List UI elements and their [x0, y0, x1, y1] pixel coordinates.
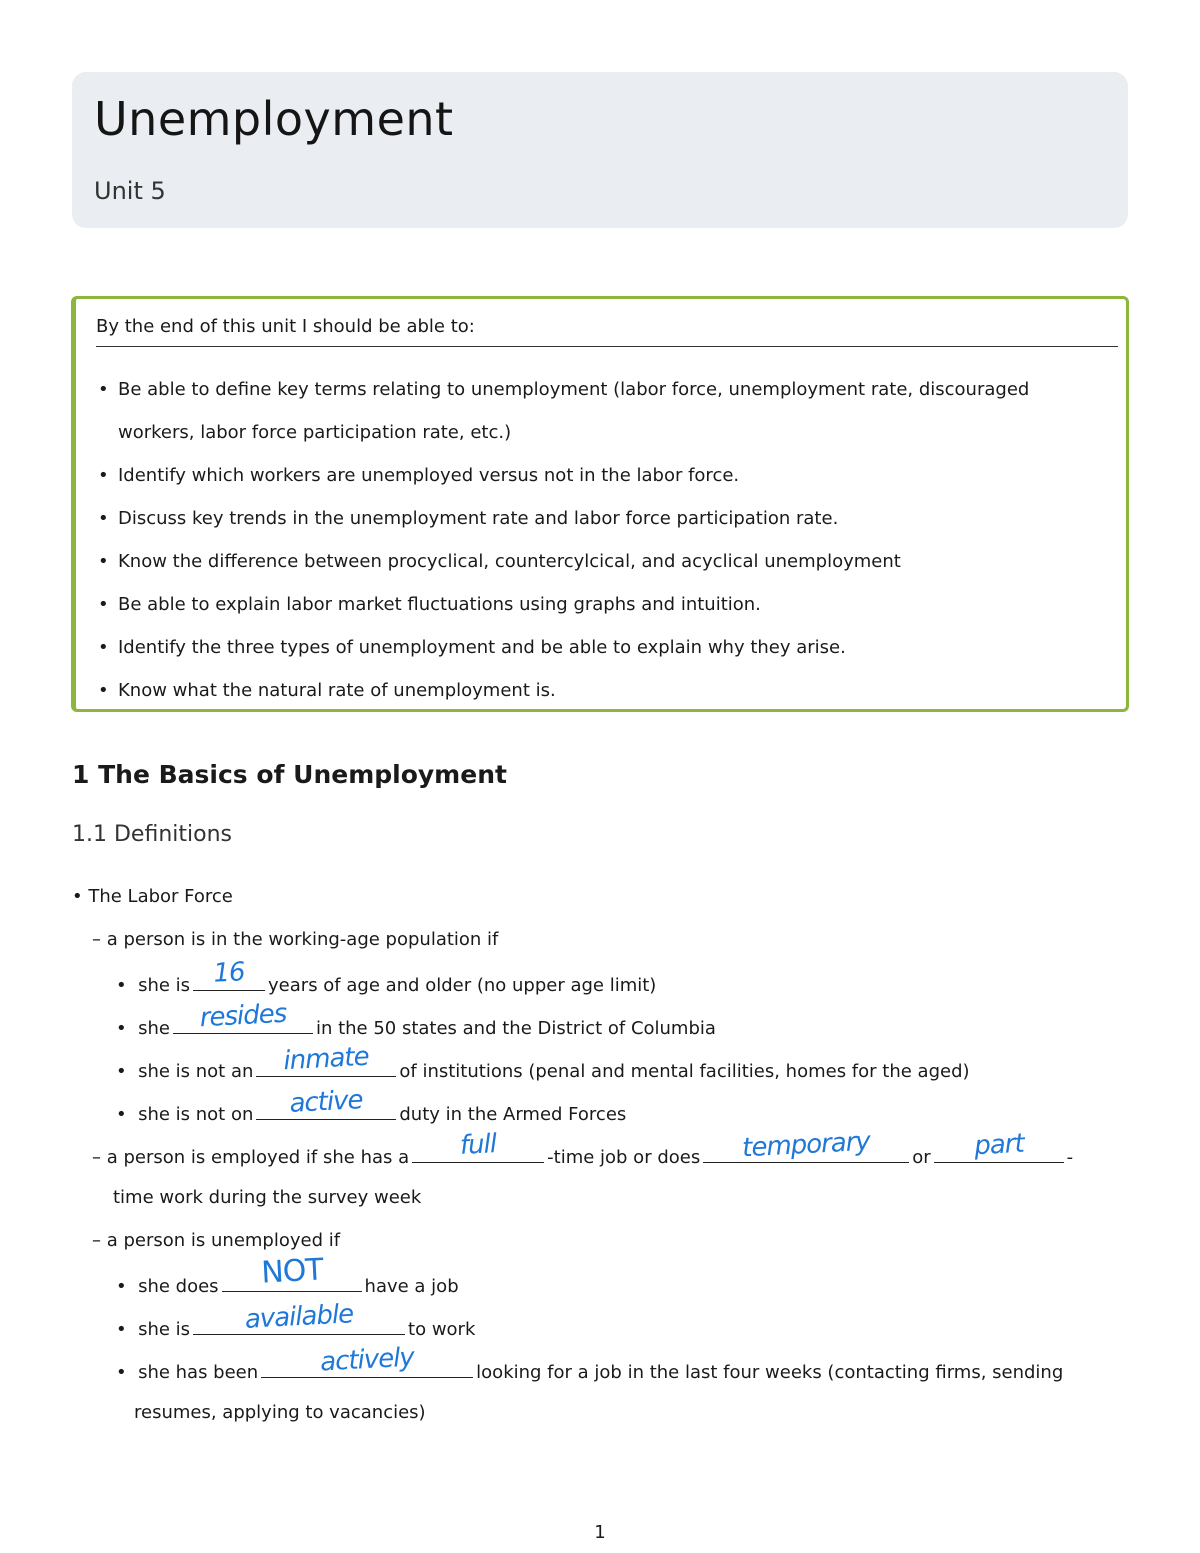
objective-item: • Know the difference between procyclical, countercylcical, and acyclical unemployment	[96, 540, 1096, 583]
handwritten-answer: temporary	[741, 1126, 871, 1164]
item-text: in the 50 states and the District of Columbia	[315, 1018, 716, 1039]
page-title: Unemployment	[94, 92, 454, 146]
handwritten-answer: part	[973, 1128, 1025, 1162]
objective-item: • Identify which workers are unemployed versus not in the labor force.	[96, 454, 1096, 497]
fill-blank	[934, 1128, 1064, 1163]
objectives-box	[71, 296, 1129, 712]
list-item-continued: resumes, applying to vacancies)	[134, 1402, 426, 1423]
fill-blank	[256, 1041, 396, 1077]
list-item-continued: time work during the survey week	[113, 1187, 422, 1208]
handwritten-answer: full	[459, 1129, 497, 1161]
handwritten-answer: 16	[212, 957, 246, 989]
labor-force-label: The Labor Force	[88, 886, 233, 907]
fill-blank	[173, 998, 313, 1034]
fill-blank	[703, 1126, 909, 1164]
list-item: – a person is unemployed if	[92, 1230, 341, 1251]
item-text: she	[138, 1018, 170, 1039]
fill-blank	[412, 1129, 544, 1163]
item-text: -time job or does	[547, 1147, 701, 1168]
fill-blank	[222, 1252, 362, 1292]
objective-item: • Identify the three types of unemployment and be able to explain why they arise.	[96, 626, 1096, 669]
list-item: – a person is in the working-age population if	[92, 929, 499, 950]
handwritten-answer: inmate	[283, 1041, 370, 1077]
item-text: a person is unemployed if	[106, 1230, 341, 1251]
fill-blank	[256, 1085, 396, 1120]
item-text: looking for a job in the last four weeks (contacting firms, sending	[476, 1362, 1064, 1383]
list-item: • she is not on active duty in the Armed Forces	[116, 1085, 627, 1125]
item-text: she is	[138, 1319, 191, 1340]
objective-item: • Be able to define key terms relating to unemployment (labor force, unemployment rate, discouraged workers, labor force participation rate, etc.)	[96, 368, 1096, 454]
list-item: • she resides in the 50 states and the District of Columbia	[116, 998, 716, 1039]
item-text: -	[1066, 1147, 1074, 1168]
list-item: • she does NOT have a job	[116, 1252, 459, 1297]
list-item: • she is 16 years of age and older (no upper age limit)	[116, 957, 657, 996]
item-text: have a job	[364, 1276, 459, 1297]
item-text: she is not on	[138, 1104, 254, 1125]
item-text: or	[912, 1147, 931, 1168]
page-subtitle: Unit 5	[94, 177, 166, 205]
objectives-list	[96, 368, 1096, 712]
list-item: • she has been actively looking for a job in the last four weeks (contacting firms, sending	[116, 1342, 1064, 1383]
objective-item: • Discuss key trends in the unemployment rate and labor force participation rate.	[96, 497, 1096, 540]
fill-blank	[193, 957, 265, 991]
section-heading: 1 The Basics of Unemployment	[72, 760, 507, 789]
fill-blank	[261, 1342, 473, 1378]
item-text: she does	[138, 1276, 219, 1297]
title-box	[72, 72, 1128, 228]
item-text: she has been	[138, 1362, 259, 1383]
objective-item: • Be able to explain labor market fluctuations using graphs and intuition.	[96, 583, 1096, 626]
objectives-lead: By the end of this unit I should be able to:	[96, 316, 1118, 347]
handwritten-answer: resides	[198, 998, 287, 1034]
item-text: duty in the Armed Forces	[399, 1104, 627, 1125]
handwritten-answer: available	[244, 1299, 354, 1335]
handwritten-answer: NOT	[259, 1252, 324, 1291]
item-text: she is	[138, 975, 191, 996]
list-item: • The Labor Force	[72, 886, 233, 907]
working-age-text: a person is in the working-age population if	[106, 929, 499, 950]
handwritten-answer: actively	[319, 1342, 415, 1378]
item-text: to work	[408, 1319, 476, 1340]
item-text: years of age and older (no upper age limit)	[268, 975, 657, 996]
list-item: • she is not an inmate of institutions (penal and mental facilities, homes for the aged)	[116, 1041, 970, 1082]
subsection-heading: 1.1 Definitions	[72, 822, 232, 847]
list-item: – a person is employed if she has a full -time job or does temporary or part -	[92, 1126, 1074, 1168]
list-item: • she is available to work	[116, 1299, 476, 1340]
objective-item: • Know what the natural rate of unemployment is.	[96, 669, 1096, 712]
item-text: a person is employed if she has a	[106, 1147, 410, 1168]
item-text: of institutions (penal and mental facilities, homes for the aged)	[399, 1061, 970, 1082]
page-number: 1	[594, 1522, 606, 1543]
handwritten-answer: active	[289, 1085, 364, 1119]
item-text: she is not an	[138, 1061, 254, 1082]
